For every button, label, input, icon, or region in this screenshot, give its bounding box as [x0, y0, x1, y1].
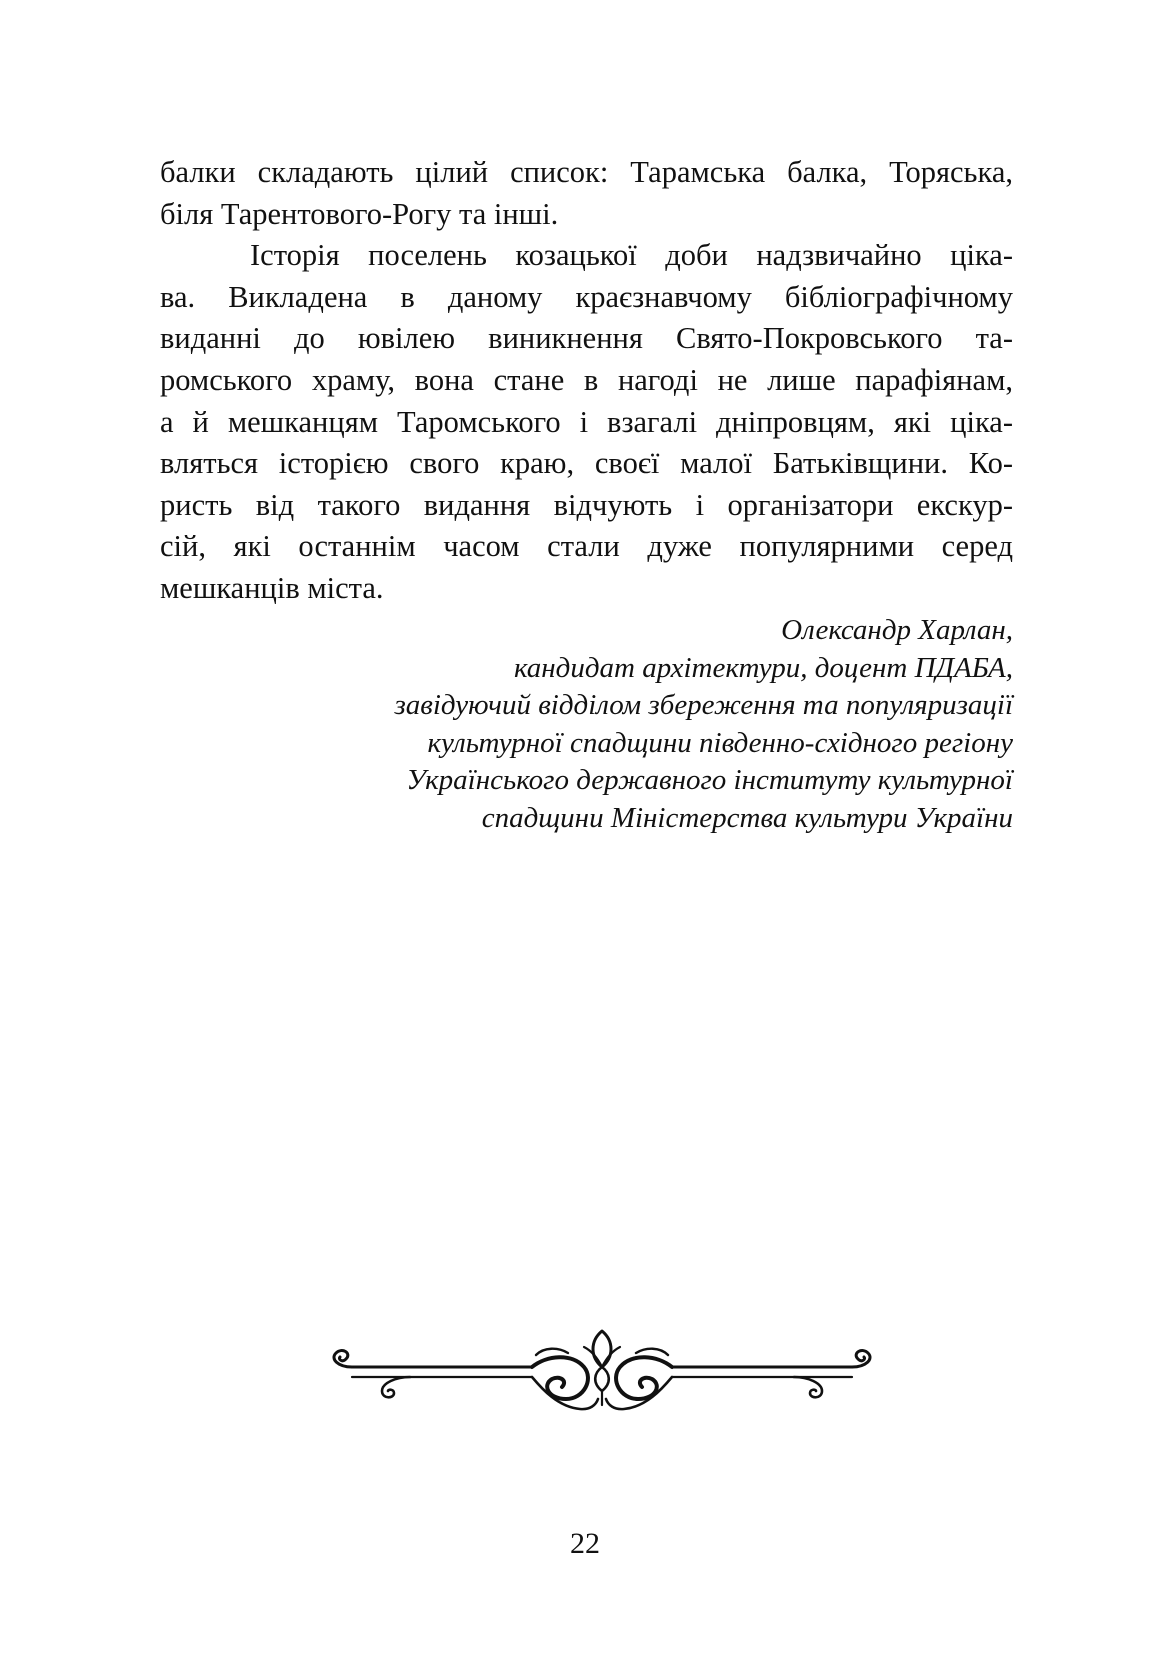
body-line-3: Історія поселень козацької доби надзвичайно ціка-	[250, 238, 1013, 273]
author-credential-5: спадщини Міністерства культури України	[481, 801, 1013, 834]
body-line-2: біля Тарентового-Рогу та інші.	[160, 196, 559, 231]
body-text	[160, 152, 1013, 610]
body-line-11: мешканців міста.	[160, 570, 384, 605]
body-line-9: ристь від такого видання відчують і організатори екскур-	[160, 487, 1013, 522]
body-line-1: балки складають цілий список: Тарамська балка, Торяська,	[160, 155, 1013, 189]
body-line-4: ва. Викладена в даному краєзнавчому бібліографічному	[160, 279, 1013, 314]
author-signature-block	[113, 612, 1013, 838]
page-number: 22	[570, 1527, 600, 1560]
author-credential-1: кандидат архітектури, доцент ПДАБА,	[513, 651, 1013, 684]
body-line-10: сій, які останнім часом стали дуже популярними серед	[160, 529, 1013, 564]
author-credential-3: культурної спадщини південно-східного регіону	[427, 726, 1013, 759]
body-line-5: виданні до ювілею виникнення Свято-Покровського та-	[160, 321, 1013, 356]
author-credential-2: завідуючий відділом збереження та популяризації	[394, 689, 1013, 722]
author-credential-4: Українського державного інституту культурної	[406, 764, 1013, 797]
body-line-8: вляться історією свого краю, своєї малої Батьківщини. Ко-	[160, 446, 1013, 481]
body-line-6: ромського храму, вона стане в нагоді не лише парафіянам,	[160, 362, 1013, 397]
body-line-7: а й мешканцям Таромського і взагалі дніпровцям, які ціка-	[160, 404, 1013, 439]
decorative-flourish-divider-icon	[322, 1325, 882, 1419]
author-name: Олександр Харлан,	[781, 614, 1013, 646]
